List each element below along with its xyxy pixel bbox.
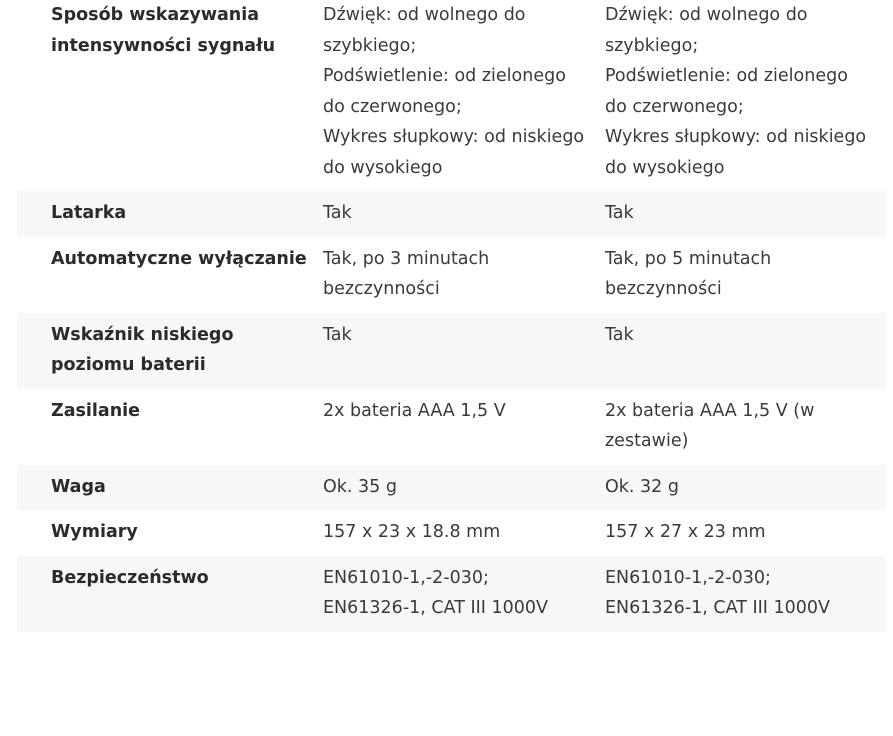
row-label: Zasilanie	[51, 400, 141, 421]
value-cell-model-1: 157 x 23 x 18.8 mm	[323, 522, 501, 542]
value-cell-model-1: Tak	[323, 313, 605, 389]
table-row	[17, 313, 886, 389]
table-row	[17, 0, 886, 191]
value-cell-model-2	[605, 556, 886, 632]
table-row	[17, 191, 886, 237]
value-cell-model-2: 157 x 27 x 23 mm	[605, 522, 766, 542]
row-label: Bezpieczeństwo	[17, 556, 323, 632]
table-row	[17, 389, 886, 465]
value-line: EN61326-1, CAT III 1000V	[605, 598, 831, 618]
value-cell-model-1	[323, 0, 605, 191]
row-label: Wskaźnik niskiego poziomu baterii	[17, 313, 323, 389]
row-label: Automatyczne wyłączanie	[51, 248, 307, 269]
value-cell-model-1: Tak, po 3 minutach bezczynności	[323, 248, 490, 299]
value-line: Podświetlenie: od zielonego do czerwonego;	[323, 66, 566, 117]
value-line: EN61010-1,-2-030;	[323, 567, 489, 588]
value-line: Wykres słupkowy: od niskiego do wysokiego	[323, 127, 585, 178]
table-row	[17, 465, 886, 511]
value-line: Dźwięk: od wolnego do szybkiego;	[323, 5, 526, 56]
value-line: Dźwięk: od wolnego do szybkiego;	[605, 5, 808, 56]
value-line: EN61010-1,-2-030;	[605, 567, 771, 588]
table-row	[17, 510, 886, 556]
row-label: Latarka	[17, 191, 323, 237]
row-label: Wymiary	[51, 522, 138, 542]
value-line: Wykres słupkowy: od niskiego do wysokiego	[605, 127, 867, 178]
value-line: EN61326-1, CAT III 1000V	[323, 598, 549, 618]
value-cell-model-2	[605, 0, 886, 191]
value-cell-model-2: Tak, po 5 minutach bezczynności	[605, 248, 772, 299]
value-cell-model-1: Tak	[323, 191, 605, 237]
value-line: Podświetlenie: od zielonego do czerwonego;	[605, 66, 848, 117]
value-cell-model-1: 2x bateria AAA 1,5 V	[323, 400, 506, 421]
row-label: Waga	[17, 465, 323, 511]
value-cell-model-2: Tak	[605, 313, 886, 389]
spec-comparison-table	[17, 0, 886, 632]
table-row	[17, 556, 886, 632]
value-cell-model-1: Ok. 35 g	[323, 465, 605, 511]
row-label: Sposób wskazywania intensywności sygnału	[51, 5, 276, 56]
table-row	[17, 237, 886, 313]
value-cell-model-1	[323, 556, 605, 632]
value-cell-model-2: 2x bateria AAA 1,5 V (w zestawie)	[605, 400, 815, 451]
value-cell-model-2: Ok. 32 g	[605, 465, 886, 511]
value-cell-model-2: Tak	[605, 191, 886, 237]
